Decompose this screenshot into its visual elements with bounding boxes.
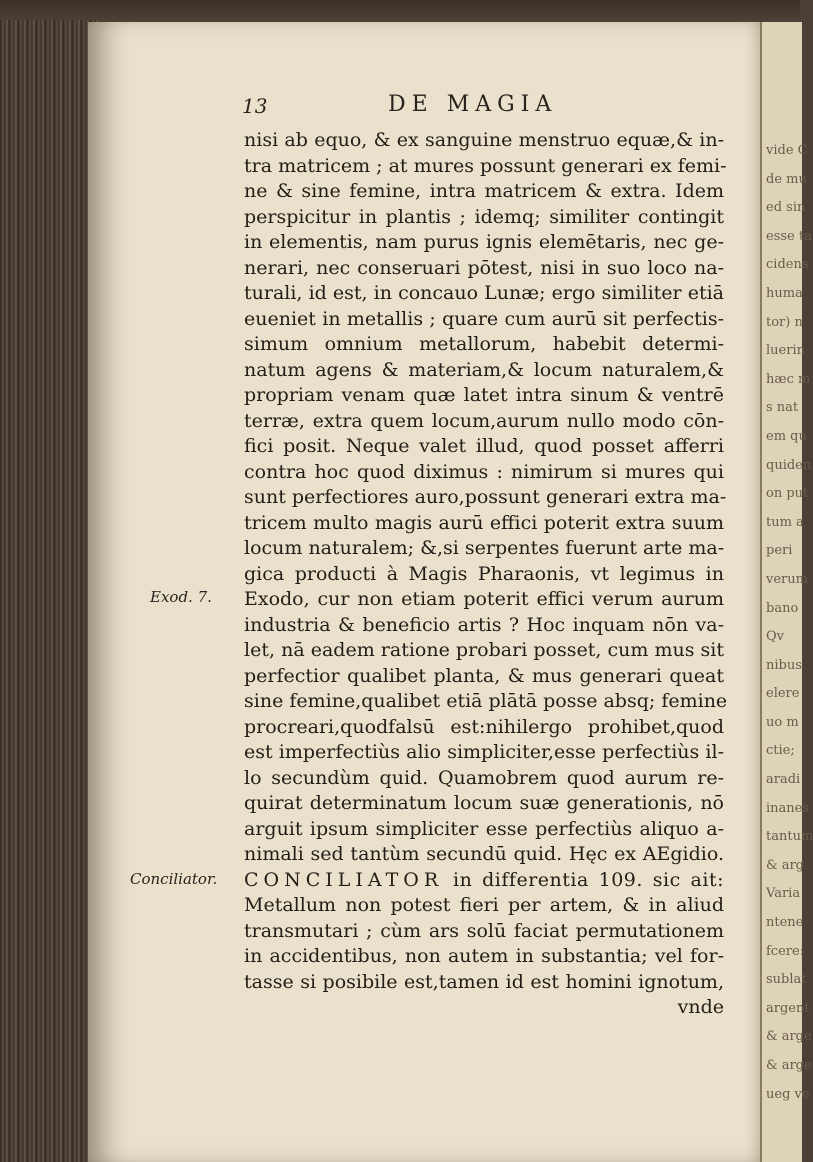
- adjacent-page-fragment: ntene: [766, 915, 804, 931]
- adjacent-page-fragment: ctie;: [766, 743, 795, 759]
- adjacent-page-fragment: hæc m: [766, 371, 811, 387]
- text-line: nisi ab equo, & ex sanguine menstruo equæ,& in-: [244, 129, 724, 151]
- text-line: eueniet in metallis ; quare cum aurū sit perfectis-: [244, 307, 724, 330]
- adjacent-page-fragment: cidens: [766, 257, 809, 273]
- catchword: vnde: [677, 996, 724, 1018]
- text-line: natum agens & materiam,& locum naturalem,&: [244, 358, 724, 381]
- text-line-tail: in differentia 109. sic ait:: [453, 868, 724, 891]
- adjacent-page-edge: [760, 22, 813, 1162]
- adjacent-page-fragment: & arge: [766, 1029, 812, 1045]
- adjacent-page-fragment: tor) n: [766, 314, 803, 330]
- text-line: arguit ipsum simpliciter esse perfectiùs aliquo a-: [244, 817, 724, 840]
- adjacent-page-fragment: uo m: [766, 714, 799, 730]
- text-line: industria & beneficio artis ? Hoc inquam nōn va-: [244, 613, 724, 636]
- text-line: ne & sine femine, intra matricem & extra. Idem: [244, 180, 724, 202]
- text-line: lo secundùm quid. Quamobrem quod aurum re-: [244, 766, 724, 789]
- text-line: in accidentibus, non autem in substantia; vel for-: [244, 945, 724, 967]
- text-line: Exodo, cur non etiam poterit effici verum aurum: [244, 588, 724, 610]
- text-line: procreari,quodfalsū est:nihilergo prohibet,quod: [244, 715, 724, 738]
- text-line: simum omnium metallorum, habebit determi-: [244, 333, 724, 355]
- adjacent-page-text: [762, 137, 813, 1109]
- adjacent-page-fragment: elere: [766, 686, 800, 702]
- text-line: let, nā eadem ratione probari posset, cum mus sit: [244, 639, 724, 661]
- body-text: [244, 128, 728, 1021]
- adjacent-page-fragment: Varia: [766, 886, 801, 902]
- text-line: propriam venam quæ latet intra sinum & ventrē: [244, 384, 724, 406]
- text-line: sine femine,qualibet etiā plātā posse absq; femine: [244, 690, 728, 712]
- adjacent-page-fragment: argent: [766, 1000, 810, 1016]
- text-line: turali, id est, in concauo Lunæ; ergo similiter etiā: [244, 282, 724, 304]
- text-line: sunt perfectiores auro,possunt generari extra ma-: [244, 486, 727, 508]
- text-line: nerari, nec conseruari pōtest, nisi in suo loco na-: [244, 256, 724, 279]
- conciliator-name: CONCILIATOR: [244, 868, 444, 891]
- text-line: perspicitur in plantis ; idemq; similiter contingit: [244, 205, 724, 228]
- margin-note-exodus: Exod. 7.: [150, 588, 212, 606]
- margin-note-conciliator: Conciliator.: [130, 870, 218, 888]
- adjacent-page-fragment: ueg ve: [766, 1086, 810, 1102]
- adjacent-page-fragment: aradi: [766, 772, 801, 788]
- text-line: perfectior qualibet planta, & mus generari queat: [244, 664, 724, 687]
- adjacent-page-fragment: quiden: [766, 457, 812, 473]
- text-line: nimali sed tantùm secundū quid. Hęc ex AEgidio.: [244, 843, 724, 865]
- text-line-conciliator: [244, 868, 724, 894]
- text-line: locum naturalem; &,si serpentes fuerunt arte ma-: [244, 537, 725, 559]
- adjacent-page-fragment: on put: [766, 486, 809, 502]
- adjacent-page-fragment: sublat: [766, 972, 807, 988]
- text-line: Metallum non potest fieri per artem, & in aliud: [244, 894, 724, 916]
- page-number: 13: [242, 94, 268, 118]
- adjacent-page-fragment: peri: [766, 543, 793, 559]
- book-gutter: [0, 20, 98, 1162]
- text-line: transmutari ; cùm ars solū faciat permutationem: [244, 919, 724, 942]
- adjacent-page-fragment: vide C: [766, 143, 808, 158]
- adjacent-page-fragment: luerin: [766, 343, 805, 359]
- adjacent-page-fragment: tantum: [766, 829, 813, 845]
- adjacent-page-fragment: Qv: [766, 629, 785, 645]
- adjacent-page-fragment: huma: [766, 285, 803, 301]
- adjacent-page-fragment: & arg: [766, 857, 804, 873]
- text-line: terræ, extra quem locum,aurum nullo modo cōn-: [244, 409, 724, 432]
- page-header: [242, 92, 722, 122]
- adjacent-page-fragment: de mu: [766, 171, 807, 187]
- adjacent-page-fragment: nibus: [766, 657, 802, 673]
- adjacent-page-fragment: tum a: [766, 514, 804, 530]
- text-line: tricem multo magis aurū effici poterit extra suum: [244, 511, 724, 534]
- adjacent-page-fragment: inanes: [766, 800, 810, 816]
- text-line: gica producti à Magis Pharaonis, vt legimus in: [244, 562, 724, 585]
- adjacent-page-fragment: bano: [766, 600, 799, 616]
- text-line: quirat determinatum locum suæ generationis, nō: [244, 792, 724, 814]
- adjacent-page-fragment: ed sin: [766, 200, 806, 216]
- adjacent-page-fragment: fcere:: [766, 943, 805, 959]
- adjacent-page-fragment: verum: [766, 571, 808, 587]
- adjacent-page-fragment: em qu: [766, 428, 807, 444]
- text-line: tasse si posibile est,tamen id est homini ignotum,: [244, 970, 724, 993]
- adjacent-page-fragment: esse ta: [766, 228, 812, 244]
- text-line: tra matricem ; at mures possunt generari ex femi-: [244, 154, 727, 177]
- text-line: in elementis, nam purus ignis elemētaris, nec ge-: [244, 231, 724, 253]
- running-title: DE MAGIA: [388, 92, 558, 117]
- adjacent-page-fragment: & arge: [766, 1058, 812, 1073]
- text-line: fici posit. Neque valet illud, quod posset afferri: [244, 435, 724, 457]
- adjacent-page-fragment: s nat: [766, 400, 799, 416]
- text-line: contra hoc quod diximus : nimirum si mures qui: [244, 460, 724, 483]
- text-line: est imperfectiùs alio simpliciter,esse perfectiùs il-: [244, 741, 724, 763]
